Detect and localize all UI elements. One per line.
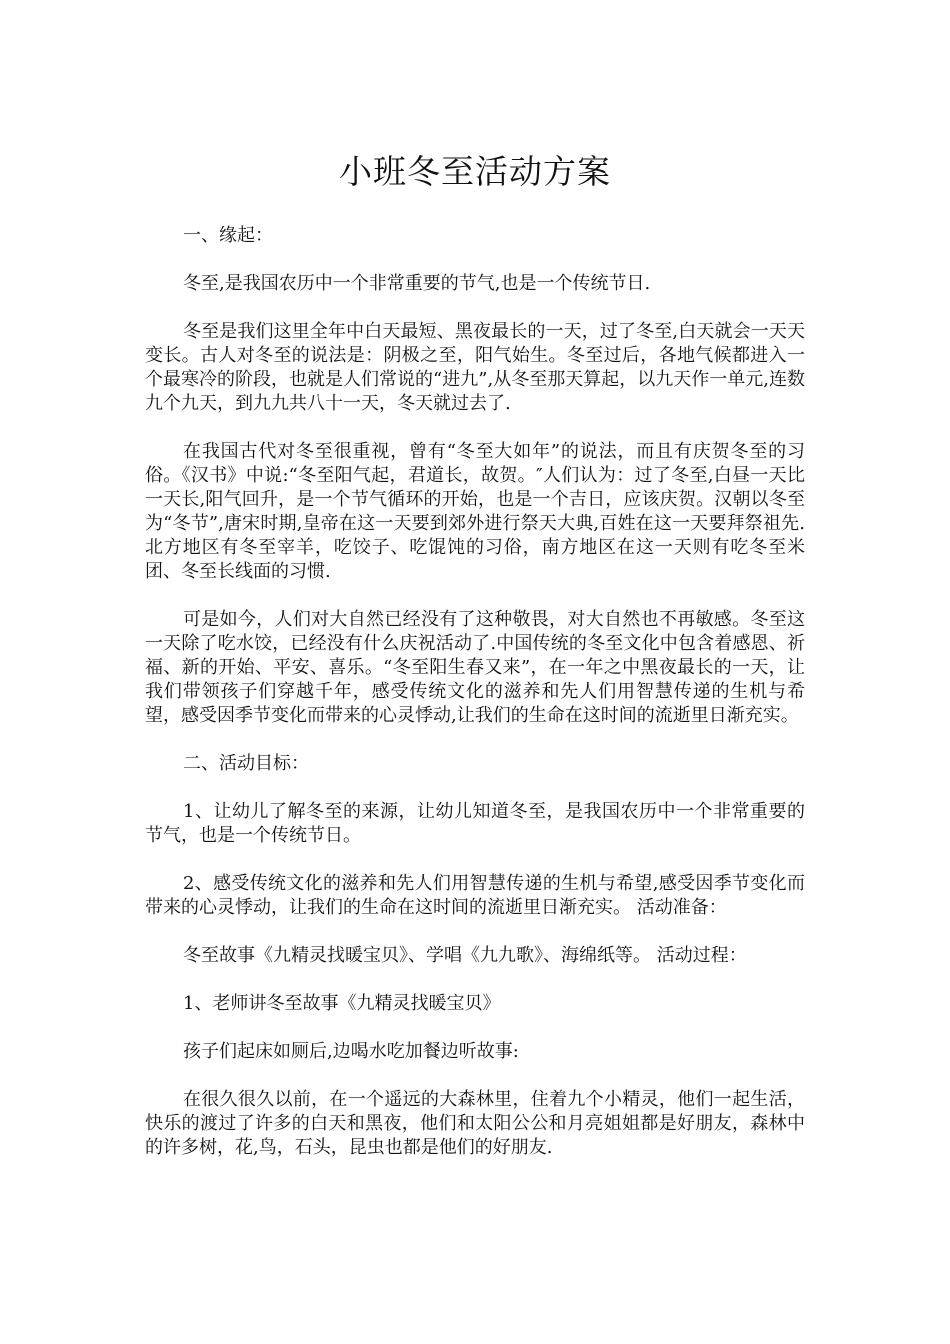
section-heading-origin: 一、缘起： <box>183 225 273 246</box>
goal-item-1: 1、让幼儿了解冬至的来源，让幼儿知道冬至，是我国农历中一个非常重要的节气，也是一个传统节日。 <box>145 801 805 846</box>
goal-item-2: 2、感受传统文化的滋养和先人们用智慧传递的生机与希望,感受因季节变化而带来的心灵悸动，让我们的生命在这时间的流逝里日渐充实。 活动准备： <box>145 873 805 918</box>
paragraph-intro: 冬至,是我国农历中一个非常重要的节气,也是一个传统节日. <box>183 273 651 294</box>
paragraph-ancient-customs: 在我国古代对冬至很重视，曾有“冬至大如年”的说法，而且有庆贺冬至的习俗。《汉书》中说:“冬至阳气起，君道长，故贺。″人们认为：过了冬至,白昼一天比一天长,阳气回升，是一个节气循环的开始，也是一个吉日，应该庆贺。汉朝以冬至为“冬节”,唐宋时期,皇帝在这一天要到郊外进行祭天大典,百姓在这一天要拜祭祖先.北方地区有冬至宰羊，吃饺子、吃馄饨的习俗，南方地区在这一天则有吃冬至米团、冬至长线面的习惯. <box>145 441 805 582</box>
page-title: 小班冬至活动方案 <box>339 152 611 192</box>
process-step-1: 1、老师讲冬至故事《九精灵找暖宝贝》 <box>183 993 501 1014</box>
document-body <box>145 224 805 1184</box>
paragraph-winter-solstice-days: 冬至是我们这里全年中白天最短、黑夜最长的一天，过了冬至,白天就会一天天变长。古人对冬至的说法是：阴极之至，阳气始生。冬至过后，各地气候都进入一个最寒冷的阶段，也就是人们常说的“进九”,从冬至那天算起，以九天作一单元,连数九个九天，到九九共八十一天，冬天就过去了. <box>145 321 805 414</box>
section-heading-goals: 二、活动目标： <box>183 753 309 774</box>
paragraph-today: 可是如今，人们对大自然已经没有了这种敬畏，对大自然也不再敏感。冬至这一天除了吃水饺，已经没有什么庆祝活动了.中国传统的冬至文化中包含着感恩、祈福、新的开始、平安、喜乐。“冬至阳生春又来”，在一年之中黑夜最长的一天，让我们带领孩子们穿越千年，感受传统文化的滋养和先人们用智慧传递的生机与希望，感受因季节变化而带来的心灵悸动,让我们的生命在这时间的流逝里日渐充实。 <box>145 609 805 726</box>
preparation-paragraph: 冬至故事《九精灵找暖宝贝》、学唱《九九歌》、海绵纸等。 活动过程： <box>183 945 747 966</box>
story-paragraph: 在很久很久以前，在一个遥远的大森林里，住着九个小精灵，他们一起生活，快乐的渡过了许多的白天和黑夜，他们和太阳公公和月亮姐姐都是好朋友，森林中的许多树，花,鸟，石头，昆虫也都是他们的好朋友. <box>145 1089 805 1158</box>
process-note: 孩子们起床如厕后,边喝水吃加餐边听故事: <box>183 1041 519 1062</box>
